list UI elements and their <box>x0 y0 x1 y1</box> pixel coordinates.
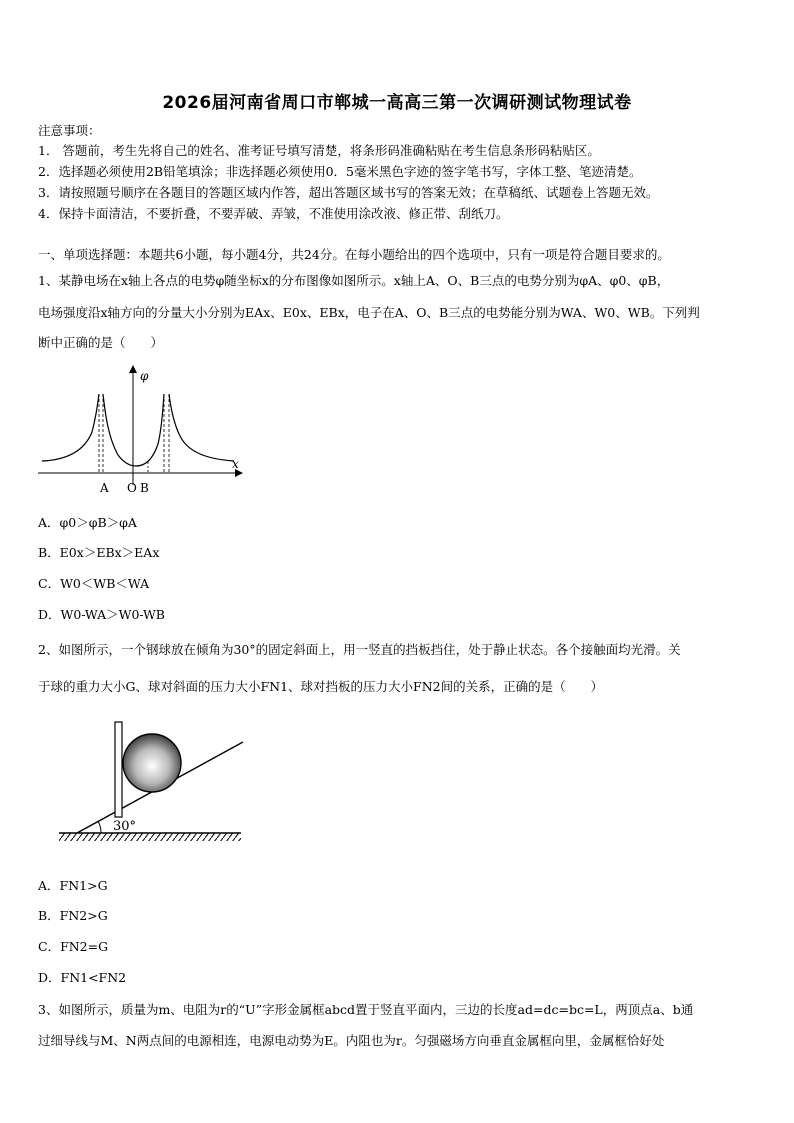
q2-option-a: A．FN1>G <box>38 878 108 893</box>
right-curve <box>169 394 234 461</box>
q1-option-c: C．W0＜WB＜WA <box>38 576 150 591</box>
notice-item-2: 2．选择题必须使用2B铅笔填涂；非选择题必须使用0．5毫米黑色字迹的签字笔书写，字体工整、笔迹清楚。 <box>38 164 642 179</box>
notice-item-1: 1． 答题前，考生先将自己的姓名、准考证号填写清楚，将条形码准确粘贴在考生信息条形码粘贴区。 <box>38 143 600 158</box>
q1-option-a: A．φ0＞φB＞φA <box>38 515 137 530</box>
page-title: 2026届河南省周口市郸城一高高三第一次调研测试物理试卷 <box>162 93 632 113</box>
notice-heading: 注意事项： <box>38 123 101 138</box>
angle-arc <box>98 821 101 833</box>
x-axis-label: x <box>232 457 239 471</box>
q1-line-3: 断中正确的是（ ） <box>38 335 164 350</box>
y-axis-label: φ <box>140 369 149 383</box>
q1-line-2: 电场强度沿x轴方向的分量大小分别为EAx、E0x、EBx，电子在A、O、B三点的电势能分别为WA、W0、WB。下列判 <box>38 305 700 320</box>
q3-line-2: 过细导线与M、N两点间的电源相连，电源电动势为E。内阻也为r。匀强磁场方向垂直金属框向里，金属框恰好处 <box>38 1033 665 1048</box>
q2-line-1: 2、如图所示，一个钢球放在倾角为30°的固定斜面上，用一竖直的挡板挡住，处于静止状态。各个接触面均光滑。关 <box>38 642 681 657</box>
q1-option-d: D．W0-WA＞W0-WB <box>38 607 165 622</box>
q2-option-d: D．FN1<FN2 <box>38 970 127 985</box>
angle-label: 30° <box>113 819 137 834</box>
tick-o: O <box>127 481 137 495</box>
q2-option-b: B．FN2>G <box>38 908 108 923</box>
baffle-plate <box>115 722 122 817</box>
q2-option-c: C．FN2=G <box>38 939 109 954</box>
q2-incline-figure <box>55 702 255 842</box>
left-curve <box>42 394 99 461</box>
notice-item-4: 4．保持卡面清洁，不要折叠，不要弄破、弄皱，不准使用涂改液、修正带、刮纸刀。 <box>38 206 509 221</box>
q3-line-1: 3、如图所示，质量为m、电阻为r的“U”字形金属框abcd置于竖直平面内，三边的长度ad=dc=bc=L，两顶点a、b通 <box>38 1002 694 1017</box>
q2-line-2: 于球的重力大小G、球对斜面的压力大小FN1、球对挡板的压力大小FN2间的关系，正确的是（ ） <box>38 679 604 694</box>
section-heading: 一、单项选择题：本题共6小题，每小题4分，共24分。在每小题给出的四个选项中，只有一项是符合题目要求的。 <box>38 247 670 262</box>
q1-potential-graph <box>36 362 256 497</box>
q1-option-b: B．E0x＞EBx＞EAx <box>38 545 160 560</box>
ground-hatch <box>59 833 241 841</box>
notice-item-3: 3．请按照题号顺序在各题目的答题区域内作答，超出答题区域书写的答案无效；在草稿纸、试题卷上答题无效。 <box>38 185 659 200</box>
tick-b: B <box>140 481 149 495</box>
steel-ball <box>123 734 181 792</box>
q1-line-1: 1、某静电场在x轴上各点的电势φ随坐标x的分布图像如图所示。x轴上A、O、B三点的电势分别为φA、φ0、φB， <box>38 273 670 288</box>
tick-a: A <box>100 481 109 495</box>
